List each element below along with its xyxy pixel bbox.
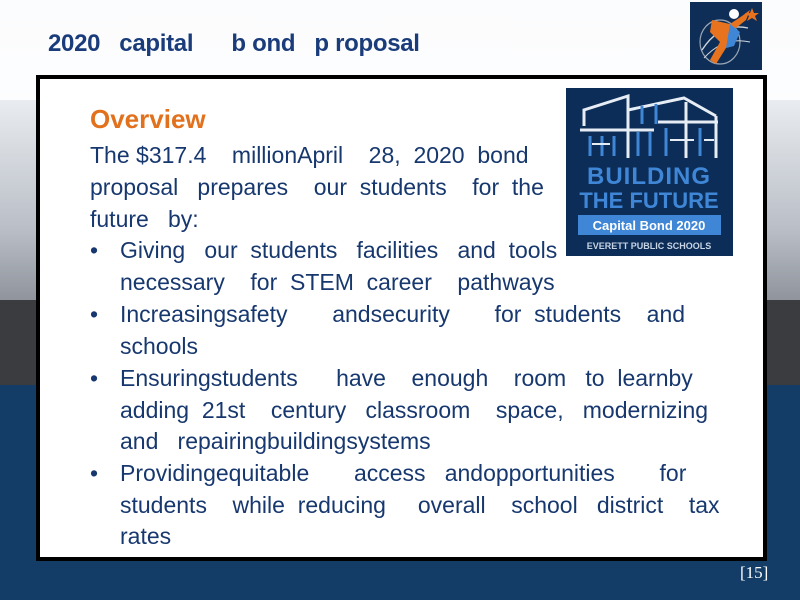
bullet-line: necessary for STEM career pathways bbox=[120, 269, 555, 295]
bullet-marker: • bbox=[90, 301, 99, 327]
bullet-line: rates bbox=[120, 523, 172, 549]
bullet-line: adding 21st century classroom space, modernizing bbox=[120, 397, 709, 423]
bullet-line: and repairingbuildingsystems bbox=[120, 428, 431, 454]
building-the-future-logo bbox=[566, 88, 733, 256]
bond-logo-line3: Capital Bond 2020 bbox=[592, 218, 706, 233]
bullet-line: Increasingsafety andsecurity for students and bbox=[120, 301, 686, 327]
bullet-line: schools bbox=[120, 333, 198, 359]
bullet-line: Giving our students facilities and tools bbox=[120, 237, 558, 263]
bullet-marker: • bbox=[90, 460, 99, 486]
bullet-marker: • bbox=[90, 365, 99, 391]
bullet-line: Providingequitable access andopportunities for bbox=[120, 460, 687, 486]
slide-title: 2020 capital b ond p roposal bbox=[48, 30, 420, 57]
bullet-line: students while reducing overall school district tax bbox=[120, 492, 720, 518]
intro-line: future by: bbox=[90, 206, 199, 232]
page-number: [15] bbox=[740, 563, 769, 582]
section-heading: Overview bbox=[90, 104, 206, 134]
bond-logo-line1: BUILDING bbox=[587, 163, 711, 190]
bullet-line: Ensuringstudents have enough room to learnby bbox=[120, 365, 693, 391]
intro-line: The $317.4 millionApril 28, 2020 bond bbox=[90, 142, 529, 168]
district-logo-icon bbox=[690, 2, 762, 70]
bond-logo-line2: THE FUTURE bbox=[579, 188, 719, 213]
bond-logo-line4: EVERETT PUBLIC SCHOOLS bbox=[586, 241, 712, 251]
bullet-marker: • bbox=[90, 237, 99, 263]
intro-line: proposal prepares our students for the bbox=[90, 174, 544, 200]
